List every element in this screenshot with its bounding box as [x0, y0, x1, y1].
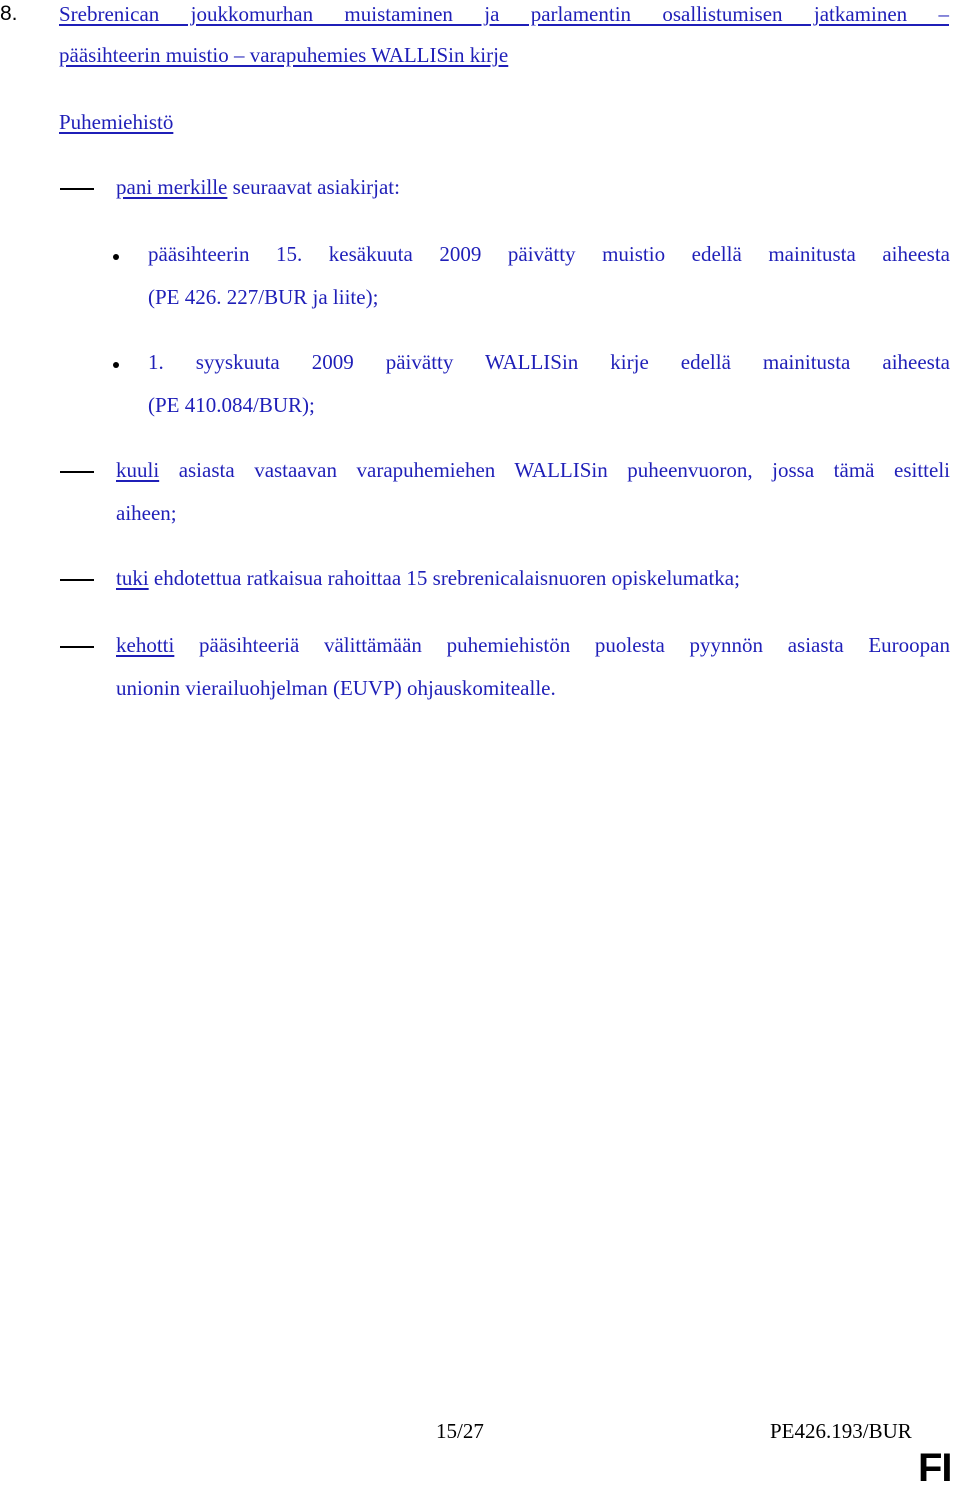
- action-verb[interactable]: pani merkille: [116, 175, 228, 199]
- action-urged-line-1: [116, 633, 950, 658]
- action-urged-line-2: unionin vierailuohjelman (EUVP) ohjauskomitealle.: [116, 676, 556, 700]
- action-verb[interactable]: tuki: [116, 566, 149, 590]
- action-heard-line-2: aiheen;: [116, 501, 177, 525]
- document-2-line-1: 1. syyskuuta 2009 päivätty WALLISin kirje edellä mainitusta aiheesta: [148, 350, 950, 374]
- bullet-marker: [113, 362, 119, 368]
- document-reference: PE426.193/BUR: [770, 1419, 912, 1443]
- dash-marker: [60, 646, 94, 648]
- action-noted: [116, 175, 400, 200]
- bullet-marker: [113, 254, 119, 260]
- body-heading[interactable]: Puhemiehistö: [59, 110, 174, 134]
- document-1-line-2: (PE 426. 227/BUR ja liite);: [148, 285, 379, 309]
- document-1-line-1: pääsihteerin 15. kesäkuuta 2009 päivätty muistio edellä mainitusta aiheesta: [148, 242, 950, 266]
- language-code: FI: [918, 1446, 952, 1490]
- dash-marker: [60, 471, 94, 473]
- item-title-line-2[interactable]: pääsihteerin muistio – varapuhemies WALLISin kirje: [59, 43, 509, 67]
- action-text: seuraavat asiakirjat:: [227, 175, 400, 199]
- document-2-line-2: (PE 410.084/BUR);: [148, 393, 315, 417]
- action-text: ehdotettua ratkaisua rahoittaa 15 srebrenicalaisnuoren opiskelumatka;: [148, 566, 740, 590]
- action-supported: [116, 566, 740, 591]
- action-verb[interactable]: kehotti: [116, 633, 175, 657]
- action-text: asiasta vastaavan varapuhemiehen WALLISin puheenvuoron, jossa tämä esitteli: [159, 458, 950, 482]
- page-number: 15/27: [436, 1419, 484, 1443]
- item-number: 8.: [0, 2, 18, 25]
- dash-marker: [60, 579, 94, 581]
- dash-marker: [60, 188, 94, 190]
- action-text: pääsihteeriä välittämään puhemiehistön puolesta pyynnön asiasta Euroopan: [174, 633, 950, 657]
- item-title-line-1[interactable]: Srebrenican joukkomurhan muistaminen ja parlamentin osallistumisen jatkaminen –: [59, 2, 949, 26]
- action-heard-line-1: [116, 458, 950, 483]
- action-verb[interactable]: kuuli: [116, 458, 160, 482]
